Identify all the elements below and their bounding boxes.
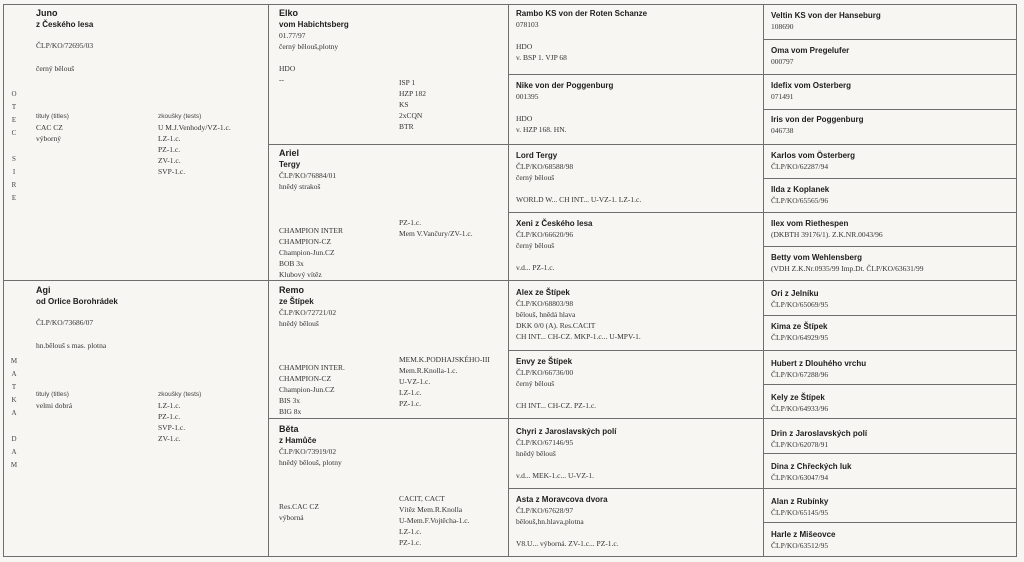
gen4-line: 000797 [771, 57, 794, 66]
gen2-line: BOB 3x [279, 259, 304, 268]
gen4-name: Oma vom Pregelufer [771, 46, 850, 55]
row-divider-g4e [763, 315, 1017, 316]
gen2-tests [399, 493, 470, 548]
sire-name: Juno [36, 8, 58, 18]
gen4-name: Idefix vom Osterberg [771, 81, 852, 90]
gen4-cell [771, 428, 1011, 450]
gen3-line: CH INT... CH-CZ. MKP-1.c... U-MPV-1. [516, 332, 641, 341]
gen2-tests [399, 217, 473, 239]
gen2-line: hnědý strakoš [279, 182, 321, 191]
sire-reg: ČLP/KO/72695/03 [36, 41, 94, 50]
gen4-name: Ilda z Koplanek [771, 185, 830, 194]
gen3-line: v.d... PZ-1.c. [516, 263, 555, 272]
gen4-cell [771, 114, 1011, 136]
gen4-cell [771, 288, 1011, 310]
gen2-test: Mem V.Vančury/ZV-1.c. [399, 229, 473, 238]
gen2-name: Remo [279, 285, 305, 295]
gen2-line: CHAMPION-CZ [279, 237, 332, 246]
gen3-line: černý bělouš [516, 241, 555, 250]
gen2-cell [279, 8, 505, 142]
gen2-line: výborná [279, 513, 304, 522]
row-divider-g3d [508, 488, 1017, 489]
dam-title: velmi dobrá [36, 401, 73, 410]
gen3-line: černý bělouš [516, 379, 555, 388]
gen2-line: CHAMPION INTER [279, 226, 343, 235]
gen3-line: ČLP/KO/67146/95 [516, 438, 574, 447]
gen2-kennel: z Hamůče [279, 436, 317, 445]
gen4-cell [771, 321, 1011, 343]
row-divider-g4h [763, 522, 1017, 523]
gen3-line: V8.U... výborná. ZV-1.c... PZ-1.c. [516, 539, 619, 548]
gen4-name: Kima ze Štípek [771, 322, 828, 331]
gen3-line: ČLP/KO/66736/00 [516, 368, 574, 377]
gen3-name: Rambo KS von der Roten Schanze [516, 9, 648, 18]
gen2-test: Vítěz Mem.R.Knolla [399, 505, 463, 514]
gen4-cell [771, 358, 1011, 380]
gen2-line: Champion-Jun.CZ [279, 248, 335, 257]
gen2-line: 01.77/97 [279, 31, 306, 40]
gen3-cell [516, 287, 760, 342]
gen2-test: ISP 1 [399, 78, 416, 87]
gen2-line: CHAMPION INTER. [279, 363, 345, 372]
gen3-line: HDO [516, 42, 533, 51]
gen4-cell [771, 392, 1011, 414]
gen2-name: Elko [279, 8, 299, 18]
gen2-line: ČLP/KO/73919/02 [279, 447, 337, 456]
sire-titles [36, 111, 69, 144]
gen2-name: Ariel [279, 148, 300, 158]
row-divider-g2b [268, 418, 1017, 419]
dam-titles [36, 389, 72, 411]
gen4-cell [771, 461, 1011, 483]
gen4-line: 108690 [771, 22, 794, 31]
gen3-line: v. HZP 168. HN. [516, 125, 567, 134]
gen2-tests [399, 354, 490, 409]
gen2-cell [279, 148, 505, 278]
gen2-kennel: ze Štípek [279, 297, 314, 306]
gen4-name: Karlos vom Österberg [771, 151, 856, 160]
gen4-name: Dina z Chřeckých luk [771, 462, 852, 471]
gen4-cell [771, 10, 1011, 32]
gen4-name: Alan z Rubínky [771, 497, 829, 506]
sire-test: LZ-1.c. [158, 134, 181, 143]
gen3-line: 001395 [516, 92, 539, 101]
gen2-cell [279, 424, 505, 554]
gen3-name: Xeni z Českého lesa [516, 219, 593, 228]
dam-titles-head: tituly (titles) [36, 391, 69, 398]
gen2-test: CACIT, CACT [399, 494, 445, 503]
gen4-line: ČLP/KO/64933/96 [771, 404, 829, 413]
gen3-cell [516, 494, 760, 549]
gen3-line: hnědý bělouš [516, 449, 556, 458]
gen3-line: ČLP/KO/68588/98 [516, 162, 574, 171]
gen4-cell [771, 252, 1011, 274]
gen3-name: Chyri z Jaroslavských polí [516, 427, 617, 436]
gen2-test: MEM.K.PODHAJSKÉHO-III [399, 355, 490, 364]
row-divider-g4c [763, 178, 1017, 179]
gen4-line: ČLP/KO/63512/95 [771, 541, 829, 550]
gen2-line: Champion-Jun.CZ [279, 385, 335, 394]
gen3-name: Lord Tergy [516, 151, 558, 160]
gen3-line: v. BSP 1. VJP 68 [516, 53, 567, 62]
gen2-test: U-VZ-1.c. [399, 377, 431, 386]
gen3-line: ČLP/KO/66620/96 [516, 230, 574, 239]
gen4-line: ČLP/KO/62078/91 [771, 440, 829, 449]
gen4-cell [771, 218, 1011, 240]
gen2-test: 2xCQN [399, 111, 423, 120]
gen4-line: ČLP/KO/64929/95 [771, 333, 829, 342]
gen2-line: ČLP/KO/76884/01 [279, 171, 337, 180]
dam-name: Agi [36, 285, 51, 295]
gen3-cell [516, 80, 760, 135]
gen2-test: KS [399, 100, 409, 109]
dam-tests [158, 389, 201, 444]
gen2-line: BIS 3x [279, 396, 301, 405]
sire-title: CAC CZ [36, 123, 63, 132]
gen2-tests [399, 77, 426, 132]
gen3-line: bělouš,hn.hlava,plotna [516, 517, 584, 526]
dam-test: ZV-1.c. [158, 434, 181, 443]
gen3-cell [516, 356, 760, 411]
gen2-line: CHAMPION-CZ [279, 374, 332, 383]
gen3-cell [516, 426, 760, 481]
gen4-name: Ilex vom Riethespen [771, 219, 849, 228]
gen3-line: CH INT... CH-CZ. PZ-1.c. [516, 401, 597, 410]
sire-test: PZ-1.c. [158, 145, 181, 154]
gen3-line: 078103 [516, 20, 539, 29]
sire-tests-head: zkoušky (tests) [158, 113, 202, 120]
gen4-name: Betty vom Wehlensberg [771, 253, 862, 262]
gen2-line: černý bělouš,plotny [279, 42, 339, 51]
gen4-line: ČLP/KO/65565/96 [771, 196, 829, 205]
gen3-line: černý bělouš [516, 173, 555, 182]
gen4-line: ČLP/KO/63047/94 [771, 473, 829, 482]
dam-test: LZ-1.c. [158, 401, 181, 410]
dam-cell [36, 285, 264, 553]
border-top [3, 4, 1017, 5]
gen4-name: Veltin KS von der Hanseburg [771, 11, 881, 20]
gen2-test: Mem.R.Knolla-1.c. [399, 366, 458, 375]
gen3-line: ČLP/KO/68803/98 [516, 299, 574, 308]
gen4-cell [771, 184, 1011, 206]
gen2-test: LZ-1.c. [399, 388, 422, 397]
row-divider-g4g [763, 453, 1017, 454]
gen3-name: Alex ze Štípek [516, 288, 570, 297]
gen2-test: U-Mem.F.Vojtěcha-1.c. [399, 516, 470, 525]
gen4-cell [771, 150, 1011, 172]
sire-side-label: O T E C S I R E [11, 90, 17, 202]
row-divider-g4a [763, 39, 1017, 40]
sire-title: výborný [36, 134, 61, 143]
gen4-line: ČLP/KO/65069/95 [771, 300, 829, 309]
dam-kennel: od Orlice Borohrádek [36, 297, 118, 306]
gen4-line: (VDH Z.K.Nr.0935/99 Imp.Dt. ČLP/KO/63631/99 [771, 264, 924, 273]
gen2-line: ČLP/KO/72721/02 [279, 308, 337, 317]
sire-titles-head: tituly (titles) [36, 113, 69, 120]
dam-tests-head: zkoušky (tests) [158, 391, 202, 398]
gen2-test: BTR [399, 122, 414, 131]
gen3-cell [516, 8, 760, 63]
gen4-line: 046738 [771, 126, 794, 135]
gen3-cell [516, 150, 760, 205]
gen2-line: hnědý bělouš, plotny [279, 458, 342, 467]
gen2-name: Běta [279, 424, 299, 434]
gen4-line: ČLP/KO/62287/94 [771, 162, 829, 171]
gen3-cell [516, 218, 760, 273]
gen4-line: 071491 [771, 92, 794, 101]
gen2-test: PZ-1.c. [399, 399, 422, 408]
gen4-cell [771, 529, 1011, 551]
sire-cell [36, 8, 264, 276]
row-divider-mid [3, 280, 1017, 281]
gen2-test: HZP 182 [399, 89, 427, 98]
gen4-line: ČLP/KO/67288/96 [771, 370, 829, 379]
gen4-cell [771, 80, 1011, 102]
gen2-cell [279, 285, 505, 415]
row-divider-g4b [763, 109, 1017, 110]
row-divider-g4d [763, 246, 1017, 247]
gen2-line: hnědý bělouš [279, 319, 319, 328]
row-divider-g3a [508, 74, 1017, 75]
gen2-kennel: Tergy [279, 160, 301, 169]
gen4-name: Ori z Jelníku [771, 289, 819, 298]
gen2-line: BIG 8x [279, 407, 302, 416]
dam-reg: ČLP/KO/73686/07 [36, 318, 94, 327]
row-divider-g3b [508, 212, 1017, 213]
gen2-line: -- [279, 75, 284, 84]
sire-test: U M.J.Venhody/VZ-1.c. [158, 123, 231, 132]
gen2-kennel: vom Habichtsberg [279, 20, 349, 29]
gen4-name: Hubert z Dlouhého vrchu [771, 359, 867, 368]
gen3-line: ČLP/KO/67628/97 [516, 506, 574, 515]
dam-test: PZ-1.c. [158, 412, 181, 421]
row-divider-g2a [268, 144, 1017, 145]
sire-tests [158, 111, 231, 177]
gen3-name: Asta z Moravcova dvora [516, 495, 608, 504]
row-divider-g3c [508, 350, 1017, 351]
gen2-test: PZ-1.c. [399, 538, 422, 547]
gen2-test: LZ-1.c. [399, 527, 422, 536]
gen3-line: WORLD W... CH INT... U-VZ-1. LZ-1.c. [516, 195, 642, 204]
sire-kennel: z Českého lesa [36, 20, 94, 29]
sire-test: ZV-1.c. [158, 156, 181, 165]
row-divider-g4f [763, 384, 1017, 385]
dam-color: hn.bělouš s mas. plotna [36, 341, 107, 350]
dam-test: SVP-1.c. [158, 423, 186, 432]
sire-test: SVP-1.c. [158, 167, 186, 176]
dam-side-label: M A T K A D A M [10, 357, 18, 469]
gen2-test: PZ-1.c. [399, 218, 422, 227]
gen4-line: (DKBTH 39176/1). Z.K.NR.0043/96 [771, 230, 883, 239]
gen4-name: Iris von der Poggenburg [771, 115, 864, 124]
gen3-name: Nike von der Poggenburg [516, 81, 614, 90]
gen3-line: DKK 0/0 (A). Res.CACIT [516, 321, 596, 330]
gen3-line: bělouš, hnědá hlava [516, 310, 576, 319]
sire-color: černý bělouš [36, 64, 75, 73]
gen4-line: ČLP/KO/65145/95 [771, 508, 829, 517]
border-bottom [3, 556, 1017, 557]
gen4-name: Harle z Mišeovce [771, 530, 836, 539]
gen4-name: Kely ze Štípek [771, 393, 825, 402]
gen3-name: Envy ze Štípek [516, 357, 573, 366]
gen4-name: Drin z Jaroslavských polí [771, 429, 868, 438]
gen3-line: v.d... MEK-1.c... U-VZ-1. [516, 471, 595, 480]
gen2-line: Klubový vítěz [279, 270, 322, 279]
gen4-cell [771, 45, 1011, 67]
gen2-line: HDO [279, 64, 296, 73]
gen2-line: Res.CAC CZ [279, 502, 320, 511]
gen3-line: HDO [516, 114, 533, 123]
gen4-cell [771, 496, 1011, 518]
